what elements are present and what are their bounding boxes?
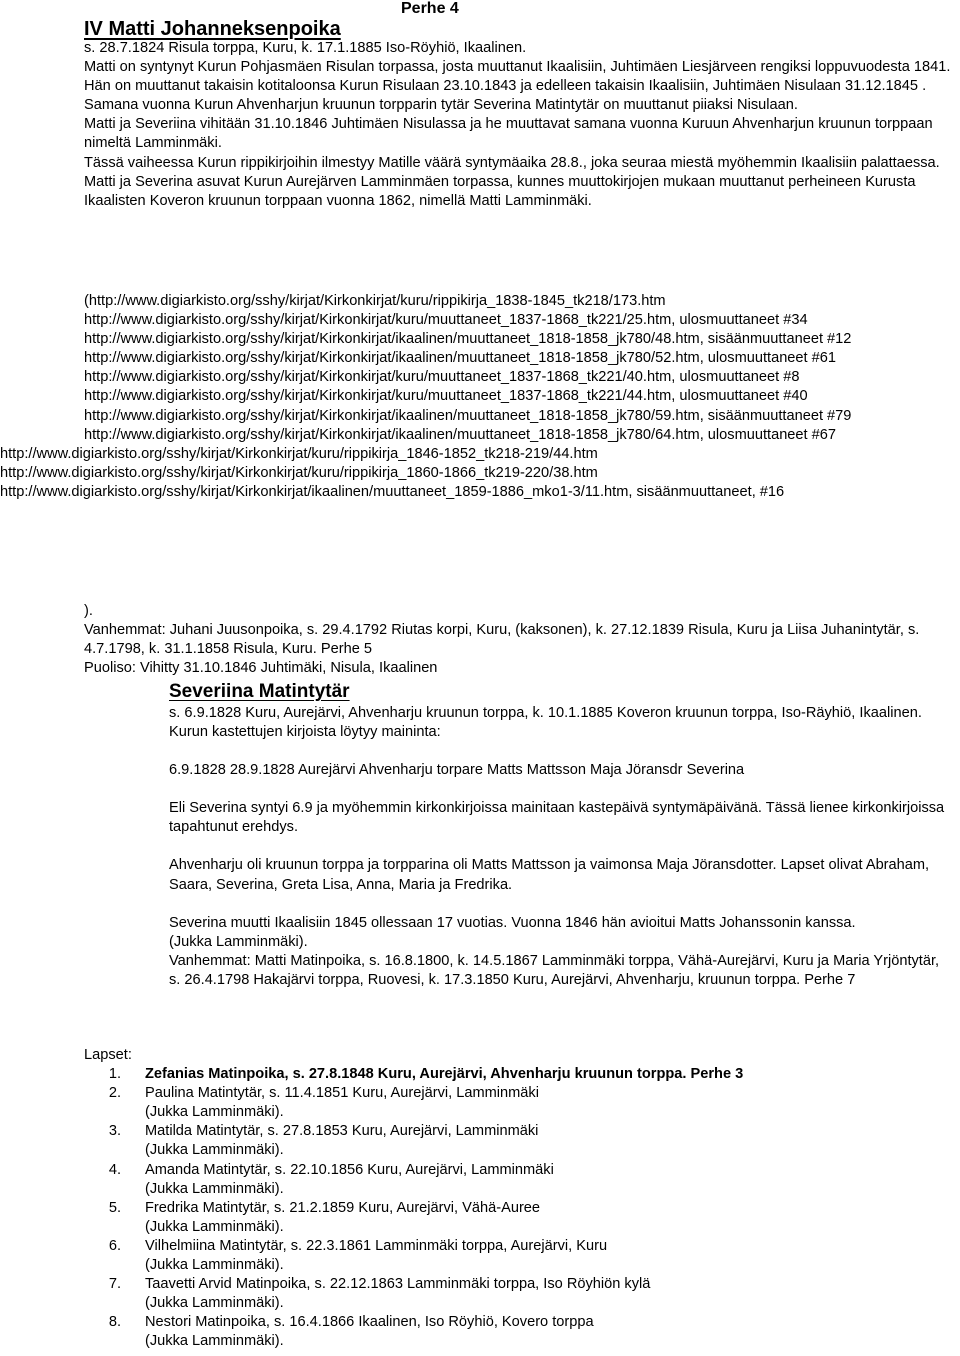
list-item	[84, 1313, 954, 1351]
closing-paren: ).	[84, 603, 93, 619]
intro-paragraph: Matti on syntynyt Kurun Pohjasmäen Risulan torpassa, josta muuttanut Ikaalisiin, Juhtimäen Liesjärveen rengiksi loppuvuodesta 1841.	[84, 59, 951, 76]
spouse-source: (Jukka Lamminmäki).	[169, 933, 308, 950]
spouse-section	[169, 680, 954, 990]
parents-line: Vanhemmat: Juhani Juusonpoika, s. 29.4.1792 Riutas korpi, Kuru, (kaksonen), k. 27.12.1839 Risula, Kuru ja Liisa Juhanintytär, s. 4.7.1798, k. 31.1.1858 Risula, Kuru. Perhe 5	[84, 622, 920, 658]
source-link[interactable]: http://www.digiarkisto.org/sshy/kirjat/Kirkonkirjat/kuru/muuttaneet_1837-1868_tk221/40.htm, ulosmuuttaneet #8	[84, 369, 800, 386]
source-link[interactable]: http://www.digiarkisto.org/sshy/kirjat/Kirkonkirjat/kuru/muuttaneet_1837-1868_tk221/25.htm, ulosmuuttaneet #34	[84, 312, 808, 329]
source-link[interactable]: http://www.digiarkisto.org/sshy/kirjat/Kirkonkirjat/kuru/rippikirja_1860-1866_tk219-220/38.htm	[0, 464, 598, 481]
child-source: (Jukka Lamminmäki).	[145, 1218, 284, 1235]
spouse-note: Ahvenharju oli kruunun torppa ja torpparina oli Matts Mattsson ja vaimonsa Maja Jöransdotter. Lapset olivat Abraham, Saara, Severina, Greta Lisa, Anna, Maria ja Fredrika.	[169, 857, 930, 893]
children-label: Lapset:	[84, 1047, 132, 1063]
child-source: (Jukka Lamminmäki).	[145, 1180, 284, 1197]
source-link[interactable]: http://www.digiarkisto.org/sshy/kirjat/Kirkonkirjat/ikaalinen/muuttaneet_1818-1858_jk780/52.htm, ulosmuuttaneet #61	[84, 350, 836, 367]
child-number: 5.	[108, 1199, 121, 1216]
list-item	[84, 1084, 954, 1122]
source-link[interactable]: http://www.digiarkisto.org/sshy/kirjat/Kirkonkirjat/ikaalinen/muuttaneet_1818-1858_jk780/59.htm, sisäänmuuttaneet #79	[84, 407, 852, 424]
list-item	[84, 1237, 954, 1275]
family-number: Perhe 4	[401, 0, 459, 17]
intro-section	[84, 39, 954, 211]
source-link[interactable]: (http://www.digiarkisto.org/sshy/kirjat/Kirkonkirjat/kuru/rippikirja_1838-1845_tk218/173.htm	[84, 293, 666, 309]
child-number: 4.	[108, 1161, 121, 1178]
intro-paragraph: Samana vuonna Kurun Ahvenharjun kruunun torpparin tytär Severina Matintytär on muuttanut piiaksi Nisulaan.	[84, 97, 798, 114]
list-item	[84, 1161, 954, 1199]
children-section	[84, 1046, 954, 1352]
list-item	[84, 1275, 954, 1313]
child-source: (Jukka Lamminmäki).	[145, 1257, 284, 1274]
child-source: (Jukka Lamminmäki).	[145, 1295, 284, 1312]
source-link[interactable]: http://www.digiarkisto.org/sshy/kirjat/Kirkonkirjat/ikaalinen/muuttaneet_1818-1858_jk780/64.htm, ulosmuuttaneet #67	[84, 426, 836, 443]
child-text: Fredrika Matintytär, s. 21.2.1859 Kuru, Aurejärvi, Vähä-Auree	[145, 1199, 541, 1216]
intro-paragraph: Matti ja Severiina vihitään 31.10.1846 Juhtimäen Nisulassa ja he muuttavat samana vuonna Kuruun Ahvenharjun kruunun torppaan nimeltä Lamminmäki.	[84, 116, 933, 152]
spouse-note: Severina muutti Ikaalisiin 1845 ollessaan 17 vuotias. Vuonna 1846 hän avioitui Matts Johanssonin kanssa.	[169, 914, 856, 931]
intro-paragraph: Tässä vaiheessa Kurun rippikirjoihin ilmestyy Matille väärä syntymäaika 28.8., joka seuraa miestä myöhemmin Ikaalisiin palattaessa.	[84, 154, 940, 171]
source-link[interactable]: http://www.digiarkisto.org/sshy/kirjat/Kirkonkirjat/ikaalinen/muuttaneet_1859-1886_mko1-3/11.htm, sisäänmuuttaneet, #16	[0, 483, 785, 500]
child-number: 1.	[108, 1066, 121, 1083]
intro-paragraph: Matti ja Severina asuvat Kurun Aurejärven Lamminmäen torpassa, kunnes muuttokirjojen mukaan muuttanut perheineen Kurusta Ikaalisten Koveron kruunun torppaan vuonna 1862, nimellä Matti Lamminmäki.	[84, 173, 916, 209]
child-text: Vilhelmiina Matintytär, s. 22.3.1861 Lamminmäki torppa, Aurejärvi, Kuru	[145, 1237, 608, 1254]
source-link[interactable]: http://www.digiarkisto.org/sshy/kirjat/Kirkonkirjat/kuru/rippikirja_1846-1852_tk218-219/44.htm	[0, 445, 598, 462]
source-links	[0, 292, 960, 502]
child-text: Taavetti Arvid Matinpoika, s. 22.12.1863 Lamminmäki torppa, Iso Röyhiön kylä	[145, 1276, 651, 1293]
child-text: Paulina Matintytär, s. 11.4.1851 Kuru, Aurejärvi, Lamminmäki	[145, 1085, 539, 1102]
child-text: Amanda Matintytär, s. 22.10.1856 Kuru, Aurejärvi, Lamminmäki	[145, 1161, 554, 1178]
source-link[interactable]: http://www.digiarkisto.org/sshy/kirjat/Kirkonkirjat/ikaalinen/muuttaneet_1818-1858_jk780/48.htm, sisäänmuuttaneet #12	[84, 331, 852, 348]
list-item	[84, 1122, 954, 1160]
child-source: (Jukka Lamminmäki).	[145, 1142, 284, 1159]
person-title: IV Matti Johanneksenpoika	[84, 18, 341, 40]
list-item	[84, 1065, 954, 1084]
child-number: 2.	[108, 1085, 121, 1102]
mention-intro: Kurun kastettujen kirjoista löytyy maininta:	[169, 724, 441, 741]
spouse-born: s. 6.9.1828 Kuru, Aurejärvi, Ahvenharju kruunun torppa, k. 10.1.1885 Koveron kruunun torppa, Iso-Räyhiö, Ikaalinen.	[169, 705, 922, 721]
child-number: 6.	[108, 1237, 121, 1254]
child-number: 7.	[108, 1276, 121, 1293]
spouse-note: Eli Severina syntyi 6.9 ja myöhemmin kirkonkirjoissa mainitaan kastepäivä syntymäpäivänä. Tässä lienee kirkonkirjoissa tapahtunut erehdys.	[169, 800, 945, 836]
list-item	[84, 1199, 954, 1237]
intro-paragraph: Hän on muuttanut takaisin kotitaloonsa Kurun Risulaan 23.10.1843 ja edelleen takaisin Ikaalisiin, Juhtimäen Nisulaan 31.12.1845 .	[84, 78, 927, 95]
child-source: (Jukka Lamminmäki).	[145, 1104, 284, 1121]
birth-line: s. 28.7.1824 Risula torppa, Kuru, k. 17.1.1885 Iso-Röyhiö, Ikaalinen.	[84, 40, 527, 56]
spouse-name: Severiina Matintytär	[169, 681, 350, 702]
parents-section	[84, 602, 954, 678]
child-number: 3.	[108, 1123, 121, 1140]
spouse-parents: Vanhemmat: Matti Matinpoika, s. 16.8.1800, k. 14.5.1867 Lamminmäki torppa, Vähä-Aurejärvi, Kuru ja Maria Yrjöntytär, s. 26.4.1798 Hakajärvi torppa, Ruovesi, k. 17.3.1850 Kuru, Aurejärvi, Ahvenharju, kruunun torppa. Perhe 7	[169, 952, 940, 988]
child-text: Zefanias Matinpoika, s. 27.8.1848 Kuru, Aurejärvi, Ahvenharju kruunun torppa. Perhe 3	[145, 1066, 744, 1083]
source-link[interactable]: http://www.digiarkisto.org/sshy/kirjat/Kirkonkirjat/kuru/muuttaneet_1837-1868_tk221/44.htm, ulosmuuttaneet #40	[84, 388, 808, 405]
baptism-record: 6.9.1828 28.9.1828 Aurejärvi Ahvenharju torpare Matts Mattsson Maja Jöransdr Severina	[169, 762, 745, 779]
child-text: Matilda Matintytär, s. 27.8.1853 Kuru, Aurejärvi, Lamminmäki	[145, 1123, 539, 1140]
child-number: 8.	[108, 1314, 121, 1331]
child-source: (Jukka Lamminmäki).	[145, 1333, 284, 1350]
spouse-line: Puoliso: Vihitty 31.10.1846 Juhtimäki, Nisula, Ikaalinen	[84, 660, 438, 677]
child-text: Nestori Matinpoika, s. 16.4.1866 Ikaalinen, Iso Röyhiö, Kovero torppa	[145, 1314, 594, 1331]
